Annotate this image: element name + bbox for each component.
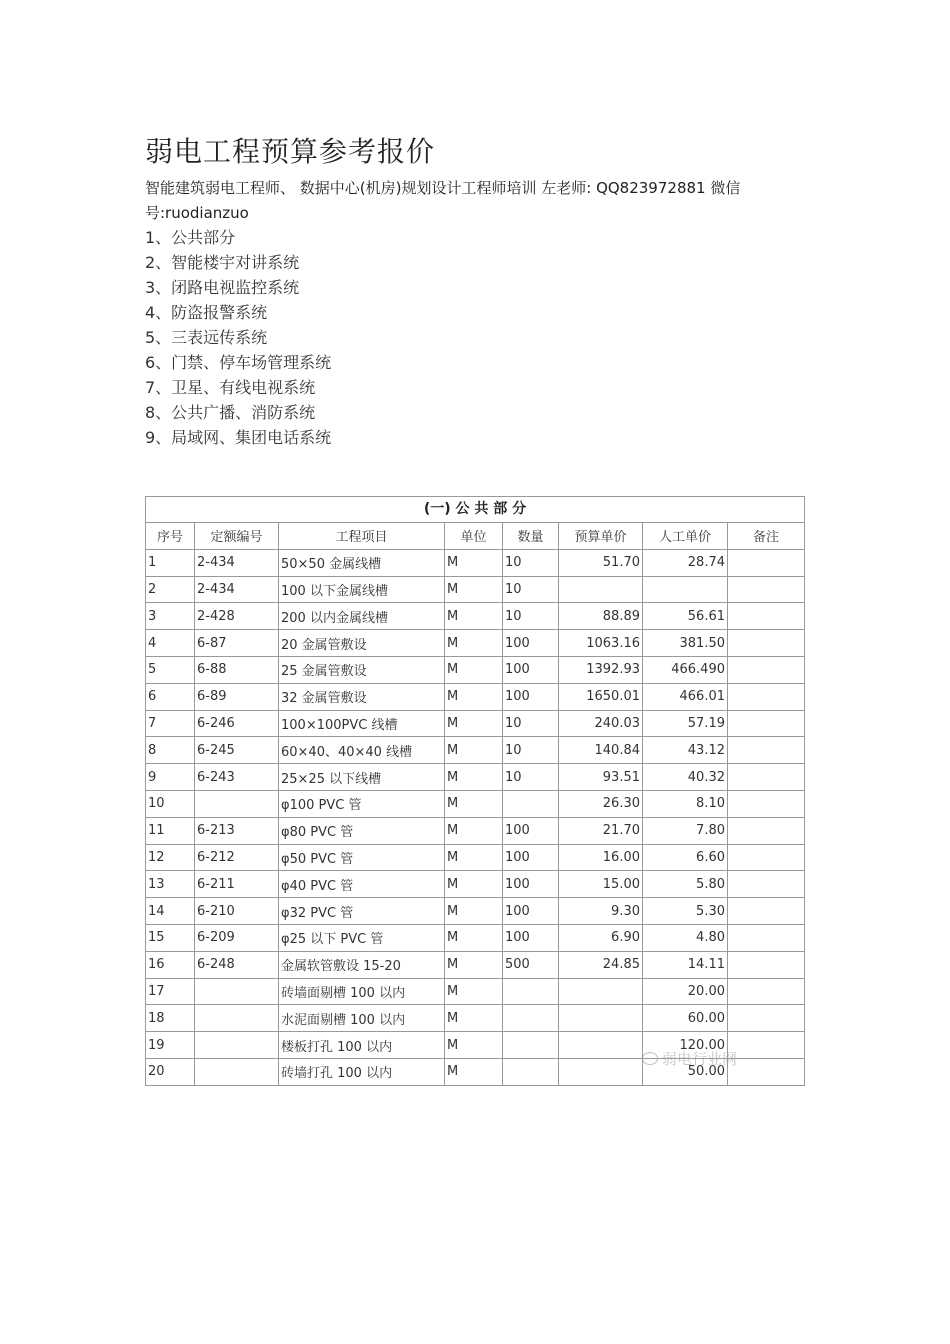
table-cell: 21.70 [559, 817, 643, 844]
table-row [146, 898, 805, 925]
table-row [146, 603, 805, 630]
table-cell [503, 790, 559, 817]
toc-item: 7、卫星、有线电视系统 [145, 378, 316, 397]
table-cell: M [445, 978, 503, 1005]
table-cell: M [445, 871, 503, 898]
table-cell: 60.00 [643, 1005, 728, 1032]
table-header-row [146, 523, 805, 550]
table-cell: 4 [146, 630, 195, 657]
table-cell: 10 [503, 764, 559, 791]
table-cell: 15.00 [559, 871, 643, 898]
table-cell: φ80 PVC 管 [279, 817, 445, 844]
table-cell: 93.51 [559, 764, 643, 791]
table-cell [195, 978, 279, 1005]
header-cell: 数量 [503, 523, 559, 550]
table-cell: M [445, 924, 503, 951]
table-cell: 6-213 [195, 817, 279, 844]
table-cell [503, 1005, 559, 1032]
table-cell: 20.00 [643, 978, 728, 1005]
table-cell: 7.80 [643, 817, 728, 844]
table-cell: 24.85 [559, 951, 643, 978]
table-cell: 6-248 [195, 951, 279, 978]
table-cell [728, 871, 805, 898]
table-cell: 8.10 [643, 790, 728, 817]
table-cell: 100 [503, 630, 559, 657]
table-cell: M [445, 844, 503, 871]
table-cell [728, 576, 805, 603]
table-cell [728, 790, 805, 817]
table-row [146, 576, 805, 603]
table-cell: M [445, 898, 503, 925]
toc-item: 4、防盗报警系统 [145, 303, 268, 322]
table-cell: 13 [146, 871, 195, 898]
watermark-text: 弱电行业网 [662, 1050, 738, 1068]
budget-table [145, 496, 805, 1086]
table-cell: 26.30 [559, 790, 643, 817]
table-cell: M [445, 817, 503, 844]
table-cell: 25 金属管敷设 [279, 656, 445, 683]
table-cell: 10 [146, 790, 195, 817]
table-cell [728, 683, 805, 710]
table-cell: 15 [146, 924, 195, 951]
table-cell: 466.490 [643, 656, 728, 683]
toc-item: 2、智能楼宇对讲系统 [145, 253, 300, 272]
table-cell [195, 1032, 279, 1059]
table-cell: 砖墙打孔 100 以内 [279, 1058, 445, 1085]
table-row [146, 764, 805, 791]
table-cell: M [445, 1032, 503, 1059]
table-row [146, 844, 805, 871]
header-cell: 备注 [728, 523, 805, 550]
toc-item: 8、公共广播、消防系统 [145, 403, 316, 422]
table-cell: M [445, 1005, 503, 1032]
table-cell: 水泥面剔槽 100 以内 [279, 1005, 445, 1032]
table-cell: φ40 PVC 管 [279, 871, 445, 898]
table-cell: 6-245 [195, 737, 279, 764]
table-cell: 240.03 [559, 710, 643, 737]
table-row [146, 1005, 805, 1032]
table-row [146, 951, 805, 978]
table-cell: 14.11 [643, 951, 728, 978]
table-row [146, 656, 805, 683]
table-cell: 6-88 [195, 656, 279, 683]
table-cell: 100 [503, 683, 559, 710]
table-cell: M [445, 737, 503, 764]
table-cell: 6-87 [195, 630, 279, 657]
table-cell [503, 978, 559, 1005]
table-cell [728, 1032, 805, 1059]
table-cell [728, 924, 805, 951]
table-cell: φ100 PVC 管 [279, 790, 445, 817]
table-cell [728, 737, 805, 764]
table-cell: 6-209 [195, 924, 279, 951]
table-cell: 2-434 [195, 549, 279, 576]
table-cell: 1063.16 [559, 630, 643, 657]
table-row [146, 549, 805, 576]
table-cell: 10 [503, 737, 559, 764]
table-cell: 466.01 [643, 683, 728, 710]
watermark [642, 1048, 737, 1069]
table-cell: M [445, 790, 503, 817]
table-cell: 10 [503, 603, 559, 630]
table-cell: 100 [503, 898, 559, 925]
table-cell [728, 764, 805, 791]
toc-list [145, 225, 331, 450]
table-cell: 32 金属管敷设 [279, 683, 445, 710]
table-cell: 7 [146, 710, 195, 737]
table-cell [195, 790, 279, 817]
table-row [146, 710, 805, 737]
table-cell: 2 [146, 576, 195, 603]
header-cell: 序号 [146, 523, 195, 550]
table-cell: 100×100PVC 线槽 [279, 710, 445, 737]
table-cell [728, 549, 805, 576]
table-row [146, 683, 805, 710]
wechat-icon [642, 1052, 658, 1065]
table-cell: 100 [503, 656, 559, 683]
toc-item: 3、闭路电视监控系统 [145, 278, 300, 297]
table-cell: 43.12 [643, 737, 728, 764]
table-cell: 51.70 [559, 549, 643, 576]
table-cell: 5.80 [643, 871, 728, 898]
table-cell: 6.90 [559, 924, 643, 951]
table-cell: 4.80 [643, 924, 728, 951]
table-cell: 1392.93 [559, 656, 643, 683]
table-cell: 20 金属管敷设 [279, 630, 445, 657]
table-cell [643, 576, 728, 603]
header-cell: 人工单价 [643, 523, 728, 550]
table-cell: M [445, 630, 503, 657]
toc-item: 9、局域网、集团电话系统 [145, 428, 332, 447]
table-cell: 9.30 [559, 898, 643, 925]
table-cell: M [445, 764, 503, 791]
table-cell: 12 [146, 844, 195, 871]
table-cell [195, 1058, 279, 1085]
table-row [146, 817, 805, 844]
table-cell: M [445, 710, 503, 737]
table-cell [728, 630, 805, 657]
table-cell: 50.00 [643, 1058, 728, 1085]
table-cell: φ32 PVC 管 [279, 898, 445, 925]
table-cell: 6-212 [195, 844, 279, 871]
table-cell: 100 [503, 817, 559, 844]
table-cell [559, 978, 643, 1005]
table-cell: 19 [146, 1032, 195, 1059]
toc-item: 5、三表远传系统 [145, 328, 268, 347]
table-cell: 17 [146, 978, 195, 1005]
table-cell: 381.50 [643, 630, 728, 657]
table-cell: M [445, 656, 503, 683]
table-cell: 140.84 [559, 737, 643, 764]
table-cell [728, 978, 805, 1005]
table-cell [728, 844, 805, 871]
table-cell: 6-246 [195, 710, 279, 737]
table-cell: 500 [503, 951, 559, 978]
table-cell: 8 [146, 737, 195, 764]
author-info: 智能建筑弱电工程师、 数据中心(机房)规划设计工程师培训 左老师: QQ823972881 微信号:ruodianzuo [145, 179, 741, 222]
table-cell [728, 817, 805, 844]
table-cell: 6 [146, 683, 195, 710]
budget-table-image [145, 496, 804, 1086]
table-cell: 6-211 [195, 871, 279, 898]
table-cell [728, 1005, 805, 1032]
table-cell: 57.19 [643, 710, 728, 737]
header-cell: 工程项目 [279, 523, 445, 550]
table-body [146, 549, 805, 1085]
table-cell: 14 [146, 898, 195, 925]
table-cell: 50×50 金属线槽 [279, 549, 445, 576]
header-cell: 单位 [445, 523, 503, 550]
toc-item: 1、公共部分 [145, 228, 236, 247]
table-row [146, 737, 805, 764]
table-cell [728, 1058, 805, 1085]
table-cell: φ25 以下 PVC 管 [279, 924, 445, 951]
table-cell: φ50 PVC 管 [279, 844, 445, 871]
table-cell: 楼板打孔 100 以内 [279, 1032, 445, 1059]
table-cell: 60×40、40×40 线槽 [279, 737, 445, 764]
table-cell: 金属软管敷设 15-20 [279, 951, 445, 978]
table-cell [503, 1032, 559, 1059]
table-row [146, 978, 805, 1005]
page-title: 弱电工程预算参考报价 [145, 135, 436, 168]
table-cell: 2-428 [195, 603, 279, 630]
table-row [146, 630, 805, 657]
table-cell: 砖墙面剔槽 100 以内 [279, 978, 445, 1005]
table-cell: 56.61 [643, 603, 728, 630]
table-row [146, 924, 805, 951]
table-cell [728, 710, 805, 737]
table-cell: M [445, 1058, 503, 1085]
table-cell: 10 [503, 710, 559, 737]
table-cell: 18 [146, 1005, 195, 1032]
table-cell [195, 1005, 279, 1032]
table-cell: M [445, 603, 503, 630]
table-cell: 16.00 [559, 844, 643, 871]
table-cell: 10 [503, 549, 559, 576]
table-cell: 6-210 [195, 898, 279, 925]
table-cell: 28.74 [643, 549, 728, 576]
table-cell [728, 951, 805, 978]
table-cell: 120.00 [643, 1032, 728, 1059]
table-cell: 1650.01 [559, 683, 643, 710]
table-cell: 88.89 [559, 603, 643, 630]
table-cell: 1 [146, 549, 195, 576]
table-cell: M [445, 683, 503, 710]
table-cell: 9 [146, 764, 195, 791]
table-cell: 200 以内金属线槽 [279, 603, 445, 630]
table-cell: 2-434 [195, 576, 279, 603]
table-cell [559, 1005, 643, 1032]
table-cell: M [445, 576, 503, 603]
table-cell: 6-243 [195, 764, 279, 791]
header-cell: 定额编号 [195, 523, 279, 550]
table-cell: 3 [146, 603, 195, 630]
table-cell: 40.32 [643, 764, 728, 791]
table-cell: 10 [503, 576, 559, 603]
table-cell [559, 1058, 643, 1085]
table-cell [559, 576, 643, 603]
table-cell: 100 [503, 924, 559, 951]
table-row [146, 871, 805, 898]
table-cell: M [445, 951, 503, 978]
table-cell: 11 [146, 817, 195, 844]
table-cell: 5.30 [643, 898, 728, 925]
table-cell: 100 [503, 844, 559, 871]
table-cell [728, 603, 805, 630]
table-cell: 6-89 [195, 683, 279, 710]
table-caption: (一) 公 共 部 分 [145, 496, 805, 522]
table-cell: 100 [503, 871, 559, 898]
table-cell: 20 [146, 1058, 195, 1085]
table-cell [503, 1058, 559, 1085]
table-row [146, 790, 805, 817]
table-cell: 100 以下金属线槽 [279, 576, 445, 603]
table-cell: M [445, 549, 503, 576]
table-cell: 6.60 [643, 844, 728, 871]
header-cell: 预算单价 [559, 523, 643, 550]
table-cell [728, 898, 805, 925]
table-cell [559, 1032, 643, 1059]
table-cell: 16 [146, 951, 195, 978]
table-cell: 25×25 以下线槽 [279, 764, 445, 791]
table-cell: 5 [146, 656, 195, 683]
toc-item: 6、门禁、停车场管理系统 [145, 353, 332, 372]
table-cell [728, 656, 805, 683]
